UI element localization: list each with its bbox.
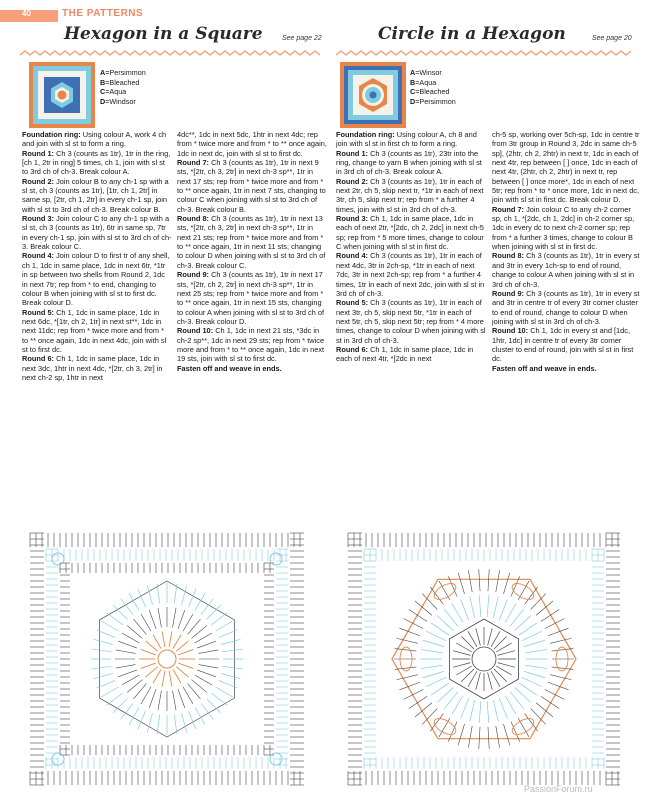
left-instructions-col1	[22, 130, 172, 382]
instruction-paragraph: Round 1: Ch 3 (counts as 1tr), 1tr in the ring, [ch 1, 2tr in ring] 5 times, ch 1, join with sl st to 3rd ch of ch-3. Break colour A.	[22, 148, 171, 177]
instruction-paragraph: Round 8: Ch 3 (counts as 1tr), 1tr in every st and 3tr in every 1ch-sp to end of round, change to colour A when joining with sl st in 3rd ch of ch-3.	[492, 251, 640, 289]
instruction-paragraph: Round 4: Ch 3 (counts as 1tr), 1tr in each of next 4dc, 3tr in 2ch-sp, *1tr in each of next 7dc, 3tr in next 2ch-sp; rep from * a further 4 times, 1tr in each of next 2dc, join with sl st in 3rd ch of ch-3.	[336, 251, 485, 298]
page-header	[0, 0, 647, 22]
legend-item: A=Persimmon	[100, 68, 146, 77]
section-title: THE PATTERNS	[62, 8, 144, 19]
watermark: PassionForum.ru	[524, 784, 593, 794]
instruction-paragraph: Round 9: Ch 3 (counts as 1tr), 1tr in next 17 sts, *[2tr, ch 2, 2tr] in next ch-3 sp**, 1tr in next 25 sts; rep from * twice more and from * to ** once again, 1tr in next 15 sts, changing to colour A when joining with sl st to 3rd ch of ch-3. Break colour D.	[177, 270, 325, 326]
right-see-page: See page 20	[592, 35, 632, 42]
legend-item: B=Bleached	[100, 77, 140, 87]
legend-item: D=Windsor	[100, 96, 136, 106]
hexagon-in-square-crochet-chart	[18, 523, 316, 795]
left-see-page: See page 22	[282, 35, 322, 42]
instruction-paragraph: Round 2: Join colour B to any ch-1 sp with a sl st, ch 3 (counts as 1tr), [1tr, ch 1, 2tr] in same sp, [2tr, ch 1, 2tr] in every ch-1 sp, join with sl st to 3rd ch of ch-3. Break colour B.	[22, 176, 169, 214]
instruction-paragraph: Round 1: Ch 3 (counts as 1tr), 23tr into the ring, change to yarn B when joining with sl st in 3rd ch of ch-3. Break colour A.	[336, 148, 482, 177]
right-instructions-col1	[336, 130, 486, 364]
legend-item: B=Aqua	[410, 77, 437, 87]
right-color-legend	[410, 68, 456, 106]
instruction-paragraph: Round 7: Join colour C to any ch-2 corner sp, ch 1, *[2dc, ch 1, 2dc] in ch-2 corner sp, 1dc in every dc to next ch-2 corner sp; rep from * a further 3 times, change to colour B when joining with sl st in first dc.	[492, 204, 635, 252]
instruction-paragraph: 4dc**, 1dc in next 5dc, 1htr in next 4dc; rep from * twice more and from * to ** once again, 1dc in next dc, join with sl st to first dc.	[177, 130, 327, 158]
left-instructions-col2	[177, 130, 327, 373]
instruction-paragraph: Fasten off and weave in ends.	[177, 363, 282, 373]
instruction-paragraph: Fasten off and weave in ends.	[492, 363, 597, 373]
left-pattern-title: Hexagon in a Square	[64, 24, 263, 44]
instruction-paragraph: Round 5: Ch 1, 1dc in same place, 1dc in next 6dc, *[1tr, ch 2, 1tr] in next st**, 1dc in next 11dc; rep from * twice more and from * to ** once again, 1dc in next 4dc, join with sl st to first dc.	[22, 307, 167, 354]
instruction-paragraph: Round 8: Ch 3 (counts as 1tr), 1tr in next 13 sts, *[2tr, ch 3, 2tr] in next ch-3 sp**, 1tr in next 21 sts; rep from * twice more and from * to ** once again, 1tr in next 11 sts, changing to colour D when joining with sl st to 3rd ch of ch-3. Break colour C.	[177, 214, 326, 270]
legend-item: D=Persimmon	[410, 96, 456, 106]
legend-item: C=Bleached	[410, 87, 450, 96]
instruction-paragraph: Round 6: Ch 1, 1dc in same place, 1dc in next 3dc, 1htr in next 4dc, *[2tr, ch 3, 2tr] in next ch-2 sp, 1htr in next	[22, 354, 163, 382]
right-instructions-col2	[492, 130, 642, 373]
instruction-paragraph: Round 4: Join colour D to first tr of any shell, ch 1, 1dc in same place, 1dc in next 6tr, *1tr in sp between two shells from Round 2, 1dc in next 7tr; rep from * to end, changing to colour B when joining with sl st to first dc. Break colour D.	[22, 251, 170, 308]
instruction-paragraph: Round 2: Ch 3 (counts as 1tr), 1tr in each of next 2tr, ch 5, skip next tr, *1tr in each of next 3tr, ch 5, skip next tr; rep from * a further 4 times, join with sl st in 3rd ch of ch-3.	[336, 176, 484, 214]
instruction-paragraph: Round 3: Ch 1, 1dc in same place, 1dc in each of next 2tr, *[2dc, ch 2, 2dc] in next ch-5 sp; rep from * 5 more times, change to colour C when joining with sl st in first dc.	[336, 214, 484, 252]
instruction-paragraph: Round 5: Ch 3 (counts as 1tr), 1tr in each of next 3tr, ch 5, skip next 5tr, *1tr in each of next 5tr, ch 5, skip next 5tr; rep from * 4 more times, change to colour D when joining with sl st in 3rd ch of ch-3.	[336, 298, 486, 345]
page-number: 40	[22, 9, 31, 18]
instruction-paragraph: Foundation ring: Using colour A, work 4 ch and join with sl st to form a ring.	[22, 130, 167, 149]
instruction-paragraph: Round 9: Ch 3 (counts as 1tr), 1tr in every st and 3tr in centre tr of every 3tr corner cluster to end of round, change to colour D when joining with sl st in 3rd ch of ch-3.	[492, 288, 640, 326]
instruction-paragraph: Round 10: Ch 1, 1dc in next 21 sts, *3dc in ch-2 sp**, 1dc in next 29 sts; rep from * twice more and from * to ** once again, 1dc in next 19 sts, join with sl st to first dc.	[177, 326, 325, 364]
instruction-paragraph: Round 3: Join colour C to any ch-1 sp with a sl st, ch 3 (counts as 1tr), 6tr in same sp, 7tr in every ch-1 sp, join with sl st to 3rd ch of ch-3. Break colour C.	[22, 214, 172, 252]
instruction-paragraph: Round 7: Ch 3 (counts as 1tr), 1tr in next 9 sts, *[2tr, ch 3, 2tr] in next ch-3 sp**, 1tr in next 17 sts; rep from * twice more and from * to ** once again, 1tr in next 7 sts, changing to colour C when joining with sl st to 3rd ch of ch-3. Break colour B.	[177, 158, 326, 214]
instruction-paragraph: Round 10: Ch 1, 1dc in every st and [1dc, 1htr, 1dc] in centre tr of every 3tr corner cluster to end of round, join with sl st in first dc.	[492, 326, 634, 364]
left-zigzag-divider	[20, 49, 320, 57]
left-color-legend	[100, 68, 146, 106]
legend-item: A=Winsor	[410, 68, 442, 77]
right-pattern-title: Circle in a Hexagon	[378, 24, 566, 44]
legend-item: C=Aqua	[100, 87, 127, 96]
instruction-paragraph: ch-5 sp, working over 5ch-sp, 1dc in centre tr from 3tr group in Round 3, 2dc in same ch-5 sp], (2htr, ch 2, 2htr) in next tr, 1dc in each of next 4tr, rep between [ ] once, 1dc in each of next 4tr, (2htr, ch 2, 2htr) in next tr, rep between [ ] once more*, 1dc in each of next 5tr; rep from * to * once more, 1dc in next dc, join with sl st in first dc. Break colour D.	[492, 130, 640, 205]
instruction-paragraph: Foundation ring: Using colour A, ch 8 and join with sl st in first ch to form a ring.	[336, 130, 477, 149]
right-zigzag-divider	[336, 49, 632, 57]
instruction-paragraph: Round 6: Ch 1, 1dc in same place, 1dc in each of next 4tr, *[2dc in next	[336, 344, 474, 364]
circle-in-hexagon-crochet-chart	[336, 523, 632, 795]
